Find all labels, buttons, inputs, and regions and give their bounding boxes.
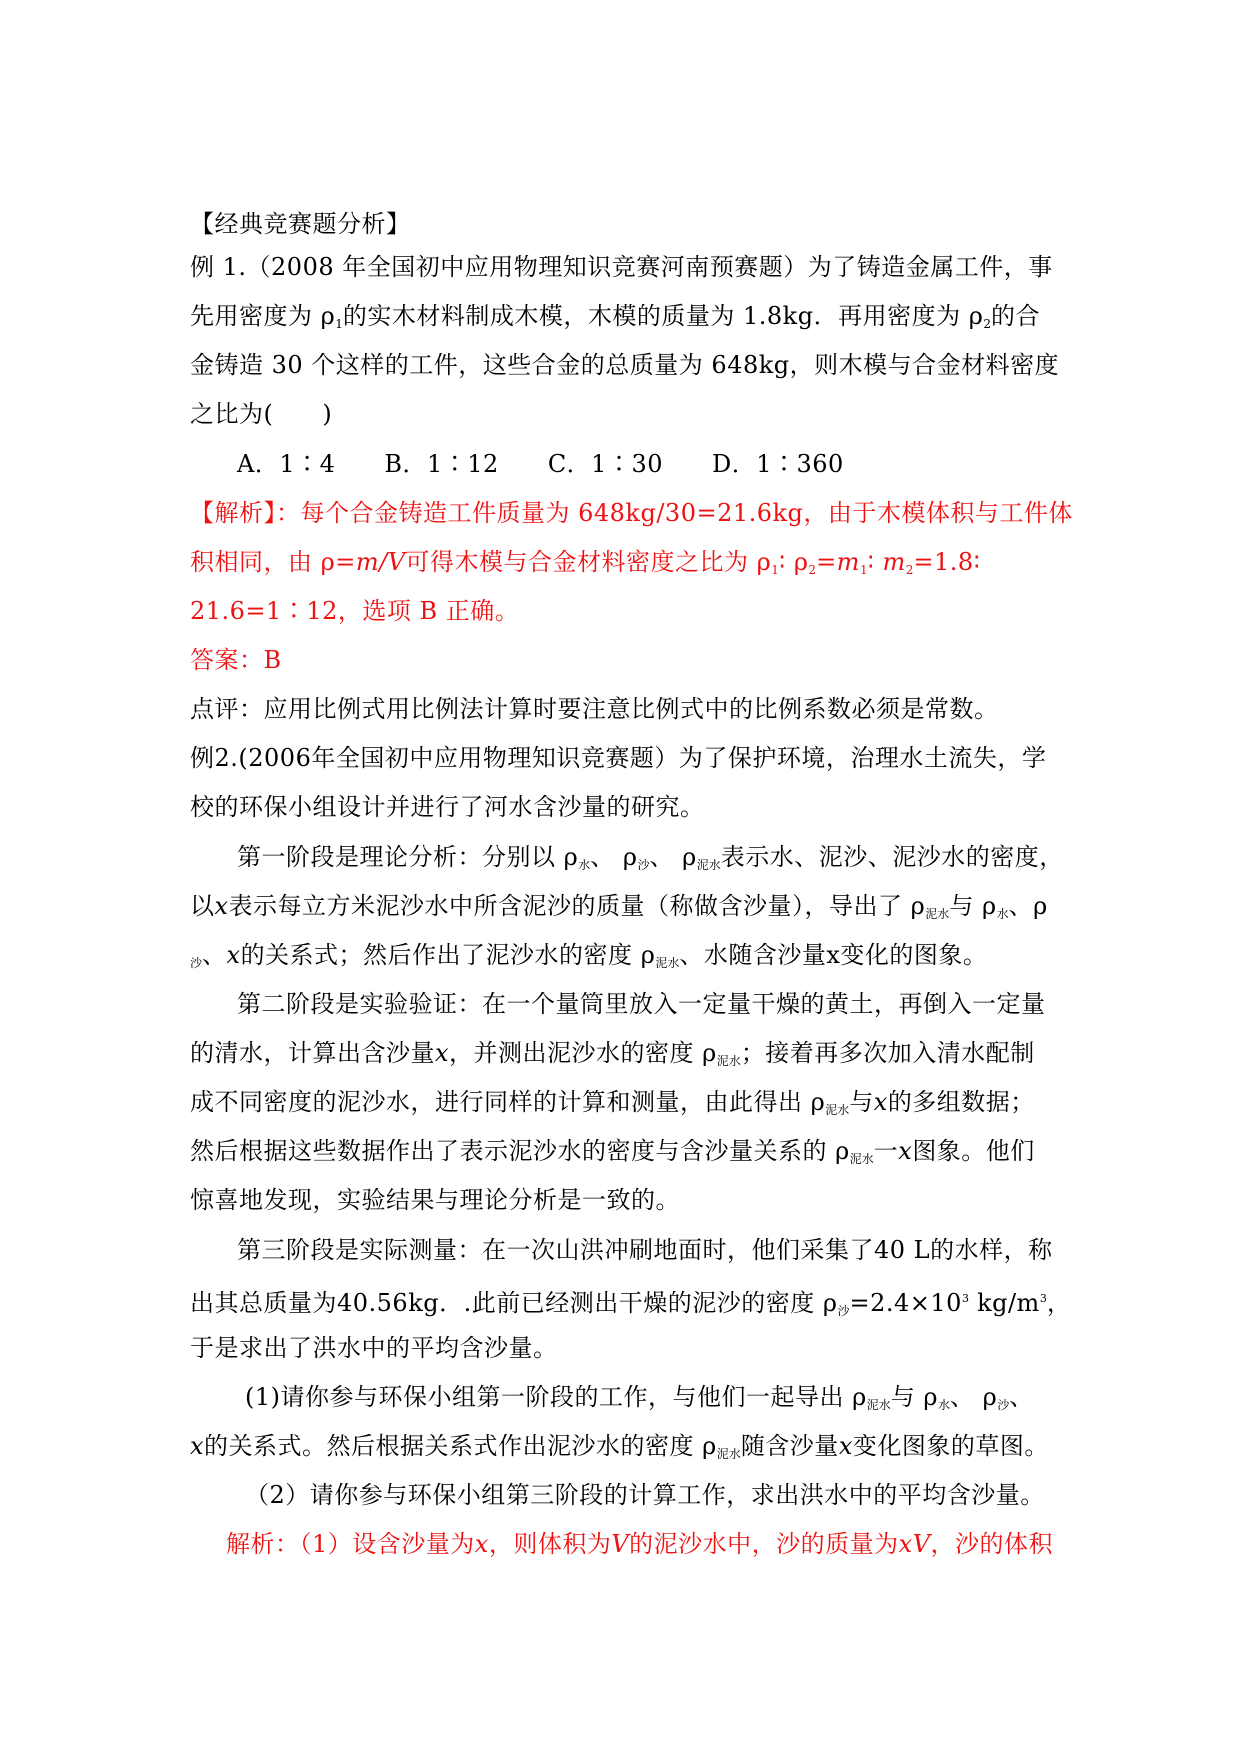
section-heading: 【经典竞赛题分析】: [190, 210, 411, 238]
answer-1: 答案：B: [190, 646, 282, 674]
phase-1-line-3: $_沙$、x的关系式；然后作出了泥沙水的密度 $\rho_{泥水}$、水随含沙量x变化的图象。: [190, 941, 988, 970]
solution-1-line-2: 积相同，由 ρ=m/V可得木模与合金材料密度之比为 $\rho_1∶$ $\rho_2=m_1∶$ $m_2=1.8∶$: [190, 548, 981, 577]
example-1-line-1: 例 1.（2008 年全国初中应用物理知识竞赛河南预赛题）为了铸造金属工件，事: [190, 253, 1053, 281]
phase-1-line-1: 第一阶段是理论分析：分别以 $\rho_水$、 $\rho_沙$、 $\rho_{泥水}$表示水、泥沙、泥沙水的密度，: [237, 843, 1064, 872]
comment-1: 点评：应用比例式用比例法计算时要注意比例式中的比例系数必须是常数。: [190, 695, 999, 723]
example-1-line-3: 金铸造 30 个这样的工件，这些合金的总质量为 648kg，则木模与合金材料密度: [190, 351, 1060, 379]
example-2-line-2: 校的环保小组设计并进行了河水含沙量的研究。: [190, 793, 705, 821]
phase-2-line-4: 然后根据这些数据作出了表示泥沙水的密度与含沙量关系的 $\rho_{泥水}$一x图象。他们: [190, 1137, 1035, 1166]
phase-2-line-5: 惊喜地发现，实验结果与理论分析是一致的。: [190, 1186, 680, 1214]
phase-2-line-1: 第二阶段是实验验证：在一个量筒里放入一定量干燥的黄土，再倒入一定量: [237, 990, 1046, 1018]
phase-1-line-2: 以x表示每立方米泥沙水中所含泥沙的质量（称做含沙量），导出了 $\rho_{泥水}$与 $\rho_水$、ρ: [190, 892, 1048, 921]
solution-2-line-1: 解析：（1）设含沙量为x，则体积为V的泥沙水中，沙的质量为xV，沙的体积: [226, 1530, 1054, 1558]
example-1-options: A．1∶4 B．1∶12 C．1∶30 D．1∶360: [237, 450, 844, 478]
question-2: （2）请你参与环保小组第三阶段的计算工作，求出洪水中的平均含沙量。: [245, 1481, 1045, 1509]
solution-1-line-3: 21.6=1∶12，选项 B 正确。: [190, 597, 520, 625]
solution-1-line-1: 【解析】：每个合金铸造工件质量为 648kg/30=21.6kg，由于木模体积与工件体: [190, 499, 1073, 527]
question-1-line-2: x的关系式。然后根据关系式作出泥沙水的密度 $\rho_{泥水}$随含沙量x变化图象的草图。: [190, 1432, 1049, 1461]
phase-2-line-3: 成不同密度的泥沙水，进行同样的计算和测量，由此得出 $\rho_{泥水}$与x的多组数据；: [190, 1088, 1035, 1117]
phase-3-line-1: 第三阶段是实际测量：在一次山洪冲刷地面时，他们采集了40 L的水样，称: [237, 1236, 1053, 1264]
phase-3-line-2: 出其总质量为40.56kg．.此前已经测出干燥的泥沙的密度 $\rho_沙=2.4\times 10^3$ $kg/m^3$，: [190, 1289, 1072, 1318]
phase-3-line-3: 于是求出了洪水中的平均含沙量。: [190, 1334, 558, 1362]
example-2-line-1: 例2.(2006年全国初中应用物理知识竞赛题）为了保护环境，治理水土流失，学: [190, 744, 1047, 772]
example-1-line-2: 先用密度为 $\rho_1$的实木材料制成木模，木模的质量为 1.8kg．再用密度为 $\rho_2$的合: [190, 302, 1040, 331]
question-1-line-1: (1)请你参与环保小组第一阶段的工作，与他们一起导出 $\rho_{泥水}$与 $\rho_水$、 $\rho_沙$、: [245, 1383, 1034, 1412]
example-1-line-4: 之比为( ): [190, 400, 333, 428]
phase-2-line-2: 的清水，计算出含沙量x，并测出泥沙水的密度 $\rho_{泥水}$；接着再多次加入清水配制: [190, 1039, 1035, 1068]
